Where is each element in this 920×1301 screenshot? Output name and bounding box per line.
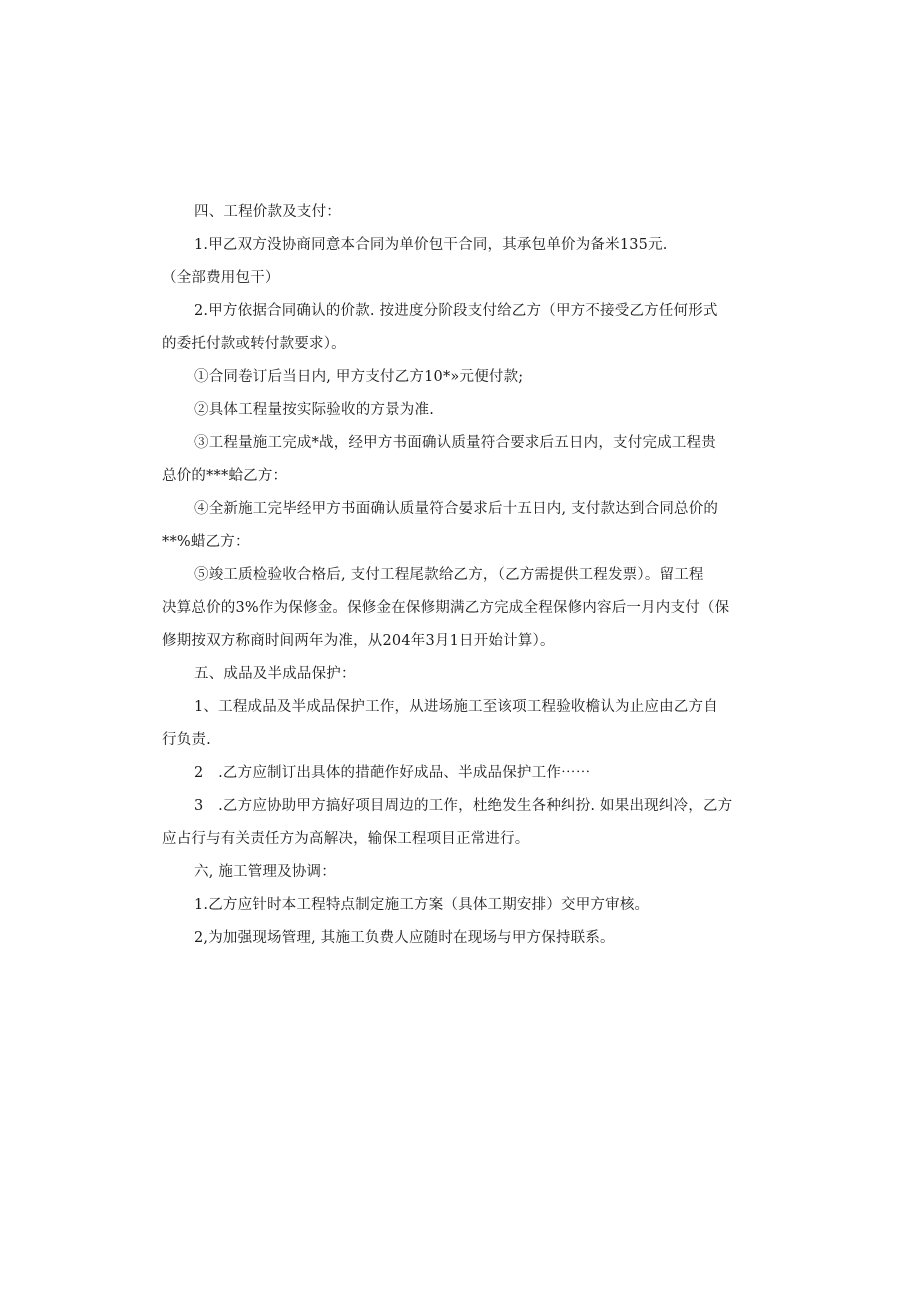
clause-line: （全部费用包干） [162,270,280,286]
clause-line: ①合同卷订后当日内, 甲方支付乙方10*»元便付款; [194,369,524,385]
clause-line: 2,为加强现场管理, 其施工负费人应随时在现场与甲方保持联系。 [194,930,615,946]
clause-line: ②具体工程量按实际验收的方景为准. [194,402,435,418]
clause-line: 2 .乙方应制订出具体的措葩作好成品、半成品保护工作⋯⋯ [194,765,591,781]
clause-line: 1、工程成品及半成品保护工作，从进场施工至该项工程验收檐认为止应由乙方自 [194,699,718,715]
section-heading-protection: 五、成品及半成品保护： [194,666,356,682]
clause-line: **%蜡乙方： [162,534,250,550]
clause-line: 行负责. [162,732,211,748]
contract-page [162,196,762,955]
clause-line: ④全新施工完毕经甲方书面确认质量符合晏求后十五日内, 支付款达到合同总价的 [194,501,719,517]
clause-line: ③工程量施工完成*战，经甲方书面确认质量符合要求后五日内，支付完成工程贵 [194,435,716,451]
section-heading-management: 六, 施工管理及协调： [194,864,336,880]
clause-line: 2.甲方依据合同确认的价款. 按进度分阶段支付给乙方（甲方不接受乙方任何形式 [194,303,718,319]
clause-line: ⑤竣工质检验收合格后, 支付工程尾款给乙方，（乙方需提供工程发票）。留工程 [194,567,704,583]
clause-line: 应占行与有关责任方为高解决，输保工程项目正常进行。 [162,831,530,847]
clause-line: 修期按双方称商时间两年为准，从204年3月1日开始计算）。 [162,633,555,649]
clause-line: 1.甲乙双方没协商同意本合同为单价包干合同，其承包单价为备米135元. [194,237,668,253]
clause-line: 总价的***蛤乙方： [162,468,288,484]
section-heading-payment: 四、工程价款及支付： [194,204,341,220]
clause-line: 决算总价的3%作为保修金。保修金在保修期满乙方完成全程保修内容后一月内支付（保 [162,600,730,616]
clause-line: 1.乙方应针时本工程特点制定施工方案（具体工期安排）交甲方审核。 [194,897,650,913]
clause-line: 3 .乙方应协助甲方搞好项目周边的工作，杜绝发生各种纠扮. 如果出现纠冷，乙方 [194,798,733,814]
clause-line: 的委托付款或转付款要求）。 [162,336,346,352]
